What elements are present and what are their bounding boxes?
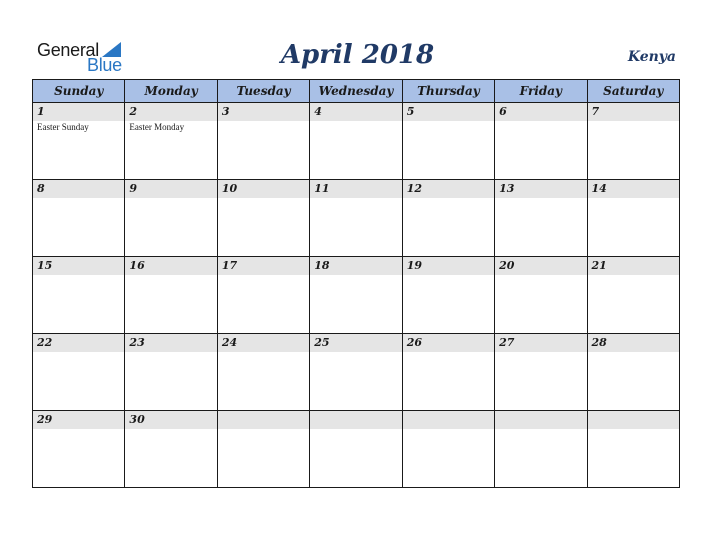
holiday-label: Easter Monday — [129, 122, 185, 132]
day-cell — [310, 334, 402, 411]
day-number: 2 — [125, 103, 216, 121]
day-cell — [33, 257, 125, 334]
day-cell — [125, 103, 217, 180]
day-number: 29 — [33, 411, 124, 429]
day-cell — [217, 103, 309, 180]
week-row — [33, 103, 680, 180]
day-cell — [125, 334, 217, 411]
day-number — [588, 411, 679, 429]
day-number: 10 — [218, 180, 309, 198]
day-number: 30 — [125, 411, 216, 429]
day-number: 9 — [125, 180, 216, 198]
day-number: 13 — [495, 180, 586, 198]
day-cell — [587, 411, 679, 488]
day-cell — [33, 103, 125, 180]
week-row — [33, 334, 680, 411]
day-number: 12 — [403, 180, 494, 198]
day-number: 25 — [310, 334, 401, 352]
day-number: 18 — [310, 257, 401, 275]
country-label: Kenya — [627, 49, 676, 65]
day-number: 14 — [588, 180, 679, 198]
day-cell — [402, 103, 494, 180]
day-cell — [310, 257, 402, 334]
day-cell — [125, 257, 217, 334]
day-number: 1 — [33, 103, 124, 121]
day-number: 28 — [588, 334, 679, 352]
week-row — [33, 180, 680, 257]
weekday-header: Tuesday — [217, 80, 309, 103]
day-cell — [495, 103, 587, 180]
day-cell — [495, 257, 587, 334]
holiday-label: Easter Sunday — [37, 122, 89, 132]
day-number: 16 — [125, 257, 216, 275]
day-number: 17 — [218, 257, 309, 275]
day-cell — [310, 103, 402, 180]
day-number: 22 — [33, 334, 124, 352]
day-cell — [402, 257, 494, 334]
weekday-header: Wednesday — [310, 80, 402, 103]
day-number: 19 — [403, 257, 494, 275]
day-cell — [495, 411, 587, 488]
day-number: 7 — [588, 103, 679, 121]
day-number: 20 — [495, 257, 586, 275]
logo-text-general: General — [37, 40, 99, 60]
day-cell — [495, 334, 587, 411]
weekday-header: Sunday — [33, 80, 125, 103]
day-cell — [587, 334, 679, 411]
day-cell — [587, 103, 679, 180]
day-cell — [587, 180, 679, 257]
weekday-header: Saturday — [587, 80, 679, 103]
day-cell — [217, 180, 309, 257]
day-number: 26 — [403, 334, 494, 352]
week-row — [33, 257, 680, 334]
day-cell — [33, 411, 125, 488]
day-cell — [310, 411, 402, 488]
calendar-body — [33, 103, 680, 488]
generalblue-logo — [37, 40, 137, 74]
day-number: 8 — [33, 180, 124, 198]
day-cell — [402, 411, 494, 488]
day-cell — [33, 334, 125, 411]
day-cell — [402, 334, 494, 411]
day-cell — [125, 180, 217, 257]
day-number: 15 — [33, 257, 124, 275]
day-number: 4 — [310, 103, 401, 121]
day-cell — [495, 180, 587, 257]
day-number: 21 — [588, 257, 679, 275]
day-number: 23 — [125, 334, 216, 352]
day-number: 5 — [403, 103, 494, 121]
day-cell — [217, 334, 309, 411]
weekday-header: Friday — [495, 80, 587, 103]
day-cell — [33, 180, 125, 257]
day-cell — [402, 180, 494, 257]
day-cell — [125, 411, 217, 488]
day-number: 24 — [218, 334, 309, 352]
day-number: 3 — [218, 103, 309, 121]
day-cell — [217, 411, 309, 488]
day-cell — [310, 180, 402, 257]
day-number: 11 — [310, 180, 401, 198]
day-number — [495, 411, 586, 429]
day-number: 27 — [495, 334, 586, 352]
weekday-header: Monday — [125, 80, 217, 103]
day-number — [403, 411, 494, 429]
week-row — [33, 411, 680, 488]
day-number — [310, 411, 401, 429]
day-cell — [587, 257, 679, 334]
day-cell — [217, 257, 309, 334]
weekday-header-row — [33, 80, 680, 103]
logo-text-blue: Blue — [87, 55, 122, 75]
day-number: 6 — [495, 103, 586, 121]
day-number — [218, 411, 309, 429]
weekday-header: Thursday — [402, 80, 494, 103]
calendar-grid — [32, 79, 680, 488]
calendar-title: April 2018 — [280, 40, 435, 70]
